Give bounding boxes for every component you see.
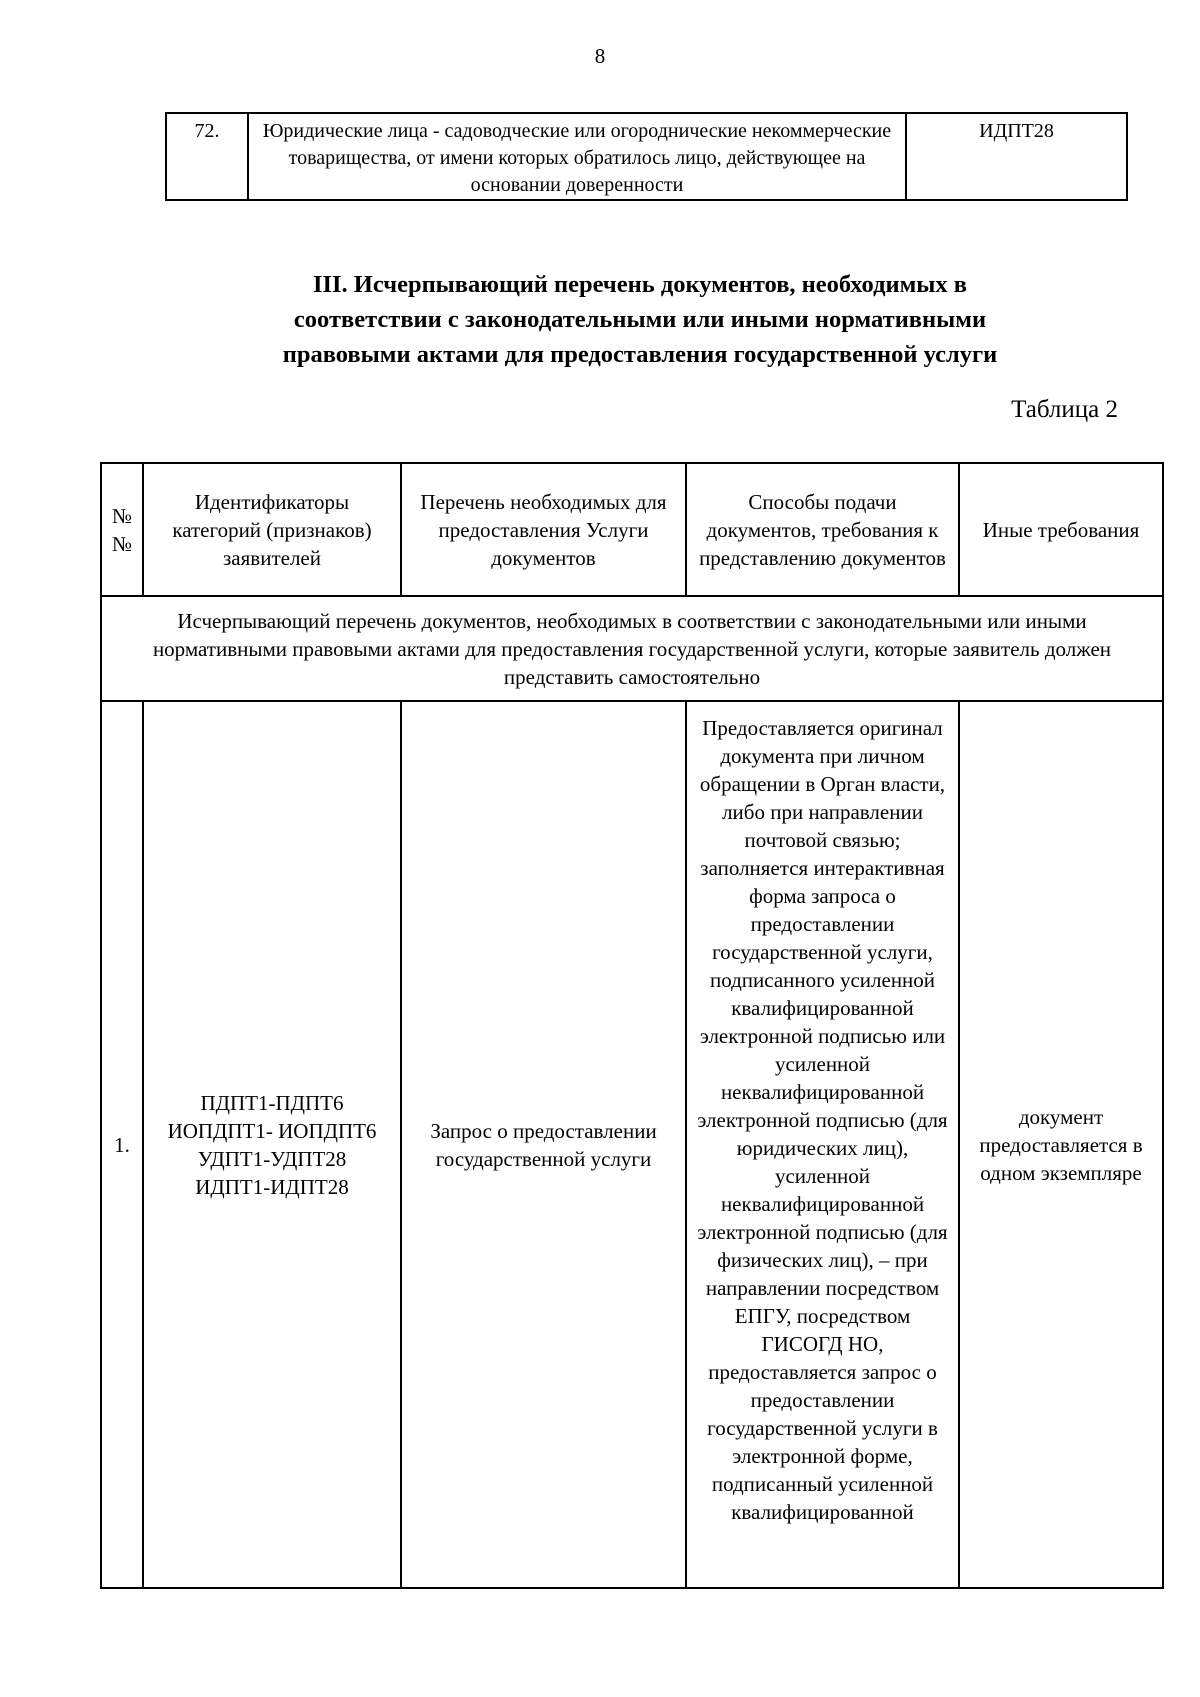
page-number: 8 xyxy=(594,44,606,68)
row-methods: Предоставляется оригинал документа при личном обращении в Орган власти, либо при направлении почтовой связью; заполняется интерактивная форма запроса о предоставлении государственной услуги, подписанного усиленной квалифицированной электронной подписью или усиленной неквалифицированной электронной подписью (для юридических лиц), усиленной неквалифицированной электронной подписью (для физических лиц), – при направлении посредством ЕПГУ, посредством ГИСОГД НО, предоставляется запрос о предоставлении государственной услуги в электронной форме, подписанный усиленной квалифицированной xyxy=(686,701,959,1588)
row-number: 1. xyxy=(101,701,143,1588)
table-section-row xyxy=(101,596,1163,701)
table-caption: Таблица 2 xyxy=(1011,396,1118,423)
header-methods: Способы подачи документов, требования к представлению документов xyxy=(686,463,959,596)
identifier-range: ИОПДПТ1- ИОПДПТ6 xyxy=(167,1118,377,1143)
table-row xyxy=(101,701,1163,1588)
section-heading-line: III. Исчерпывающий перечень документов, необходимых в xyxy=(312,271,968,298)
identifier-range: ИДПТ1-ИДПТ28 xyxy=(195,1174,349,1199)
header-identifiers: Идентификаторы категорий (признаков) заявителей xyxy=(143,463,401,596)
row-number: 72. xyxy=(166,113,248,200)
table-header-row xyxy=(101,463,1163,596)
header-number-line: № xyxy=(111,531,133,556)
documents-table xyxy=(100,462,1164,1589)
section-heading-line: соответствии с законодательными или иными нормативными xyxy=(293,306,987,333)
identifier-range: УДПТ1-УДПТ28 xyxy=(197,1146,347,1171)
section-heading-line: правовыми актами для предоставления государственной услуги xyxy=(282,341,998,368)
row-other: документ предоставляется в одном экземпляре xyxy=(959,701,1163,1588)
section-heading xyxy=(180,267,1100,372)
row-description: Юридические лица - садоводческие или огороднические некоммерческие товарищества, от имени которых обратилось лицо, действующее на основании доверенности xyxy=(248,113,906,200)
section-row-text: Исчерпывающий перечень документов, необходимых в соответствии с законодательными или иными нормативными правовыми актами для предоставления государственной услуги, которые заявитель должен представить самостоятельно xyxy=(101,596,1163,701)
header-documents: Перечень необходимых для предоставления Услуги документов xyxy=(401,463,686,596)
header-number xyxy=(101,463,143,596)
row-document: Запрос о предоставлении государственной услуги xyxy=(401,701,686,1588)
continuation-table xyxy=(165,112,1128,201)
header-other: Иные требования xyxy=(959,463,1163,596)
table-row xyxy=(166,113,1127,200)
row-identifier: ИДПТ28 xyxy=(906,113,1127,200)
header-number-line: № xyxy=(111,503,133,528)
identifier-range: ПДПТ1-ПДПТ6 xyxy=(200,1090,344,1115)
row-identifiers xyxy=(143,701,401,1588)
